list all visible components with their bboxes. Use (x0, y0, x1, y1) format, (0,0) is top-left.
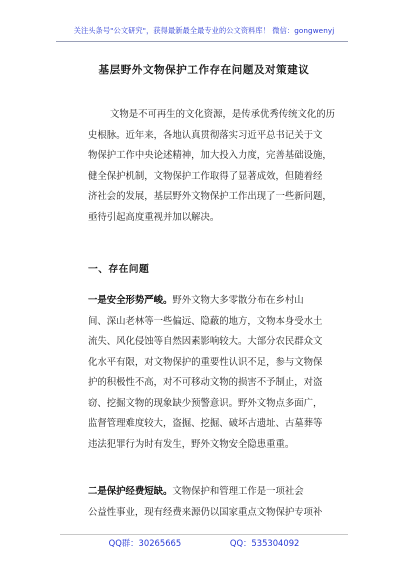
paragraph-line: 公益性事业，现有经费来源仍以国家重点文物保护专项补 (88, 506, 323, 518)
footer-qq-group: QQ群：30265665 (108, 538, 182, 548)
paragraph-line: 化水平有限，对文物保护的重要性认识不足，参与文物保 (88, 356, 323, 368)
footer-contact (0, 537, 408, 549)
paragraph-text: 野外文物大多零散分布在乡村山 (172, 295, 304, 306)
header-banner: 关注头条号"公文研究"，获得最新最全最专业的公文资料库！ 微信：gongwenyj (73, 26, 335, 35)
paragraph-line: 违法犯罪行为时有发生，野外文物安全隐患重重。 (88, 438, 295, 450)
intro-line: 文物是不可再生的文化资源，是传承优秀传统文化的历 (110, 109, 336, 120)
intro-line: 济社会的发展，基层野外文物保护工作出现了一些新问题， (88, 191, 332, 202)
paragraph-line: 间、深山老林等一些偏远、隐蔽的地方，文物本身受水土 (88, 315, 323, 327)
paragraph-lead: 二是保护经费短缺。 (88, 486, 173, 497)
paragraph-line: 监督管理难度较大，盗掘、挖掘、破坏古遗址、古墓葬等 (88, 418, 323, 429)
paragraph-first-line (88, 482, 344, 503)
paragraph-line: 流失、风化侵蚀等自然因素影响较大。大部分农民群众文 (88, 336, 323, 347)
paragraph-text: 文物保护和管理工作是一项社会 (172, 486, 304, 497)
intro-line: 健全保护机制，文物保护工作取得了显著成效，但随着经 (88, 170, 323, 182)
intro-line: 亟待引起高度重视并加以解决。 (88, 211, 220, 223)
footer-qq: QQ：535304092 (229, 538, 300, 548)
paragraph-line: 窃、挖掘文物的现象缺少预警意识。野外文物点多面广， (88, 397, 323, 409)
intro-line: 物保护工作中央论述精神，加大投入力度，完善基础设施， (88, 150, 332, 161)
paragraph-security (88, 291, 344, 455)
intro-paragraph (88, 105, 344, 228)
paragraph-funding (88, 482, 344, 523)
section-heading-problems: 一、存在问题 (88, 264, 150, 275)
document-title: 基层野外文物保护工作存在问题及对策建议 (98, 64, 310, 76)
paragraph-lead: 一是安全形势严峻。 (88, 295, 173, 306)
paragraph-first-line (88, 291, 344, 312)
paragraph-line: 护的积极性不高，对不可移动文物的损害不予制止，对盗 (88, 377, 323, 388)
footer-divider (60, 534, 348, 535)
intro-line: 史根脉。近年来，各地认真贯彻落实习近平总书记关于文 (88, 129, 323, 141)
header-divider (56, 41, 348, 42)
